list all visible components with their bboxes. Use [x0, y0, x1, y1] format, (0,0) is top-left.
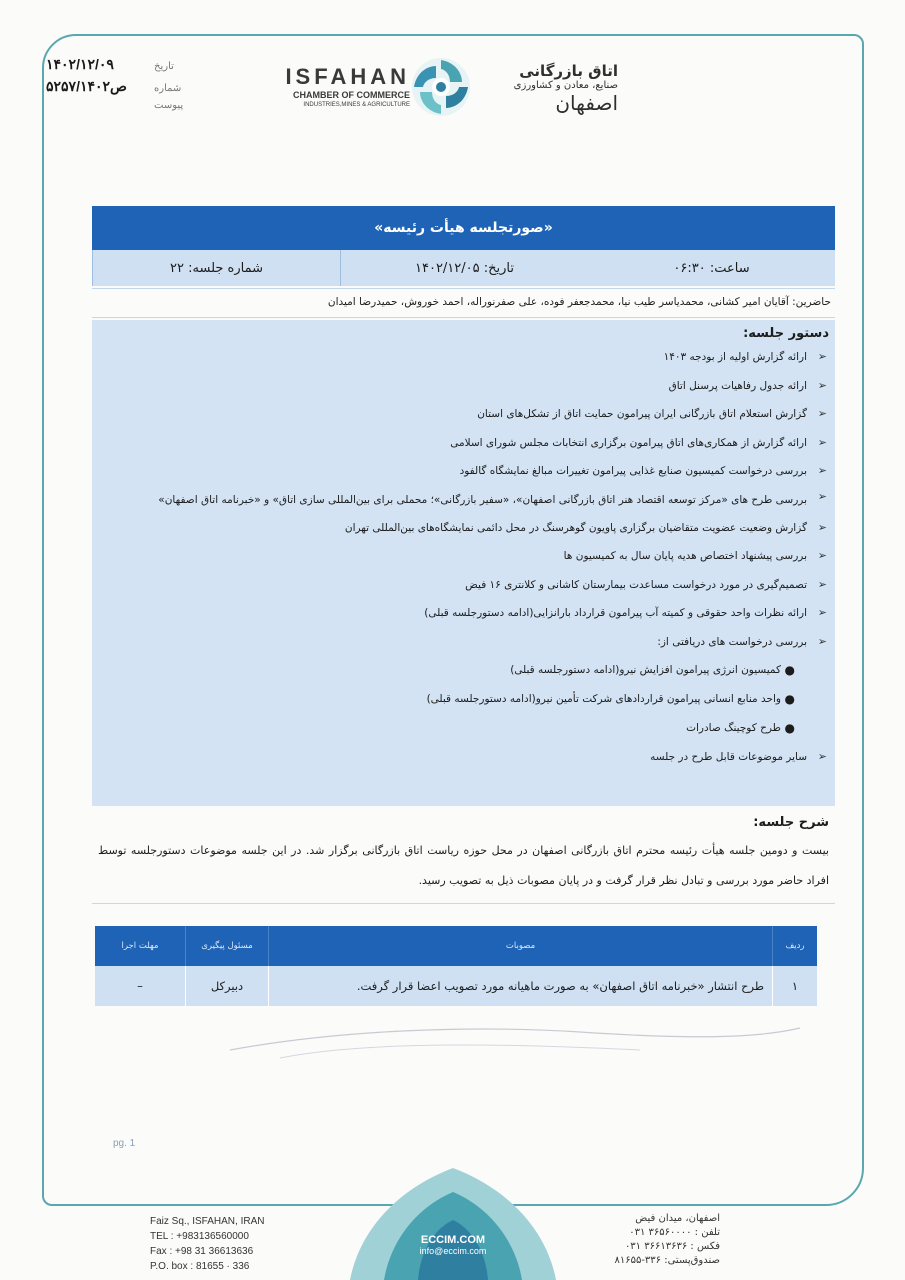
footer-web	[380, 1214, 526, 1280]
ref-number-label: شماره	[154, 83, 182, 94]
arrow-bullet-icon: ➢	[817, 407, 827, 420]
dot-bullet-icon: ●	[784, 663, 795, 677]
agenda-item: ➢ سایر موضوعات قابل طرح در جلسه	[98, 743, 829, 772]
footer-address-fa: اصفهان، میدان فیض	[635, 1213, 720, 1224]
agenda-item: ➢ گزارش استعلام اتاق بازرگانی ایران پیرامون حمایت اتاق از تشکل‌های استان	[98, 400, 829, 429]
logo-fa-2: صنایع، معادن و کشاورزی	[513, 80, 618, 91]
agenda-item: ➢ ارائه گزارش از همکاری‌های اتاق پیرامون برگزاری انتخابات مجلس شورای اسلامی	[98, 429, 829, 458]
ref-date-value: ۱۴۰۲/۱۲/۰۹	[46, 56, 114, 72]
arrow-bullet-icon: ➢	[817, 520, 827, 534]
page-number: pg. 1	[113, 1138, 136, 1149]
attendees-line: حاضرین: آقایان امیر کشانی، محمدیاسر طیب نیا، محمدجعفر فوده، علی صفرنوراله، احمد خوروش، حمیدرضا امیدان	[92, 288, 835, 318]
description-section	[92, 810, 835, 904]
agenda-item: ➢ تصمیم‌گیری در مورد درخواست مساعدت بیمارستان کاشانی و کلانتری ۱۶ فیض	[98, 571, 829, 600]
footer-fax-en: Fax : +98 31 36613636	[150, 1246, 254, 1257]
cell-resolution: طرح انتشار «خبرنامه اتاق اصفهان» به صورت ماهیانه مورد تصویب اعضا قرار گرفت.	[269, 966, 773, 1006]
arrow-bullet-icon: ➢	[817, 750, 827, 763]
footer-email: info@eccim.com	[419, 1246, 487, 1256]
agenda-item: ➢ ارائه نظرات واحد حقوقی و کمیته آب پیرامون قرارداد بارانزایی(ادامه دستورجلسه قبلی)	[98, 599, 829, 628]
dot-bullet-icon: ●	[784, 692, 795, 706]
footer-po-en: P.O. box : 81655 · 336	[150, 1261, 250, 1272]
description-text: بیست و دومین جلسه هیأت رئیسه محترم اتاق بازرگانی اصفهان در محل حوزه ریاست اتاق بازرگانی برگزار شد. در این جلسه موضوعات دستورجلسه توسط افراد حاضر مورد بررسی و تبادل نظر قرار گرفت و در پایان مصوبات ذیل به تصویب رسید.	[98, 844, 829, 887]
col-deadline-header: مهلت اجرا	[95, 926, 186, 966]
logo-persian-name	[478, 62, 618, 115]
agenda-item: ➢ ارائه جدول رفاهیات پرسنل اتاق	[98, 372, 829, 401]
col-responsible-header: مسئول پیگیری	[186, 926, 269, 966]
cell-deadline: –	[95, 966, 186, 1006]
agenda-item: ➢ بررسی پیشنهاد اختصاص هدیه پایان سال به کمیسیون ها	[98, 542, 829, 571]
agenda-heading: دستور جلسه:	[743, 326, 829, 341]
arrow-bullet-icon: ➢	[817, 378, 827, 392]
logo-en-sub: CHAMBER OF COMMERCE	[293, 90, 410, 100]
document-title: «صورتجلسه هیأت رئیسه»	[92, 206, 835, 250]
logo-fa-1: اتاق بازرگانی	[519, 62, 618, 80]
agenda-item: ➢ ارائه گزارش اولیه از بودجه ۱۴۰۳	[98, 343, 829, 372]
footer-english-contact	[150, 1214, 264, 1274]
arrow-bullet-icon: ➢	[817, 489, 827, 503]
logo-english-name	[278, 64, 410, 108]
agenda-item: ➢ بررسی درخواست های دریافتی از:	[98, 628, 829, 657]
table-row	[95, 966, 817, 1006]
footer-tel-en: TEL : +983136560000	[150, 1231, 249, 1242]
session-date: تاریخ: ۱۴۰۲/۱۲/۰۵	[340, 250, 588, 286]
dot-bullet-icon: ●	[784, 721, 795, 735]
resolutions-table	[95, 926, 817, 1006]
col-row-header: ردیف	[773, 926, 818, 966]
arrow-bullet-icon: ➢	[817, 606, 827, 619]
footer-fax-fa: فکس : ۳۶۶۱۳۶۳۶ ۰۳۱	[624, 1241, 720, 1252]
arrow-bullet-icon: ➢	[817, 577, 827, 591]
footer-site: ECCIM.COM	[420, 1234, 486, 1246]
chamber-emblem-icon	[410, 56, 472, 118]
logo-fa-3: اصفهان	[555, 91, 618, 115]
cell-responsible: دبیرکل	[186, 966, 269, 1006]
ref-date-label: تاریخ	[154, 61, 174, 72]
signature-scribbles	[220, 1010, 810, 1070]
agenda-section	[92, 320, 835, 806]
footer-address-en: Faiz Sq., ISFAHAN, IRAN	[150, 1216, 265, 1227]
reference-box	[46, 56, 206, 122]
agenda-sub-item: ● واحد منابع انسانی پیرامون قراردادهای شرکت تأمین نیرو(ادامه دستورجلسه قبلی)	[98, 685, 829, 714]
session-number: شماره جلسه: ۲۲	[92, 250, 340, 286]
arrow-bullet-icon: ➢	[817, 549, 827, 562]
footer-persian-contact	[600, 1212, 720, 1268]
ref-attach-label: پیوست	[154, 100, 184, 111]
agenda-sub-item: ● طرح کوچینگ صادرات	[98, 714, 829, 743]
arrow-bullet-icon: ➢	[817, 464, 827, 477]
description-heading: شرح جلسه:	[753, 815, 829, 830]
agenda-item: ➢ گزارش وضعیت عضویت متقاضیان برگزاری پاویون گوهرسنگ در محل دائمی نمایشگاه‌های بین‌المللی تهران	[98, 514, 829, 543]
arrow-bullet-icon: ➢	[817, 435, 827, 449]
agenda-item: ➢ بررسی طرح های «مرکز توسعه اقتصاد هنر اتاق بازرگانی اصفهان»، «سفیر بازرگانی»؛ محملی برای بین‌المللی سازی اتاق» و «خبرنامه اتاق اصفهان»	[98, 486, 829, 514]
logo-en-small: INDUSTRIES,MINES & AGRICULTURE	[303, 102, 410, 108]
chamber-logo	[278, 52, 618, 124]
arrow-bullet-icon: ➢	[817, 634, 827, 648]
arrow-bullet-icon: ➢	[817, 350, 827, 363]
footer-po-fa: صندوق‌پستی: ۳۳۶-۸۱۶۵۵	[614, 1255, 720, 1266]
agenda-item: ➢ بررسی درخواست کمیسیون صنایع غذایی پیرامون تغییرات مبالغ نمایشگاه گالفود	[98, 457, 829, 486]
table-header-row	[95, 926, 817, 966]
ref-number-value: ۵۲۵۷/ص۱۴۰۲	[46, 78, 127, 94]
agenda-sub-item: ● کمیسیون انرژی پیرامون افزایش نیرو(ادامه دستورجلسه قبلی)	[98, 656, 829, 685]
footer-tel-fa: تلفن : ۳۶۵۶۰۰۰۰ ۰۳۱	[629, 1227, 720, 1238]
session-info-row	[92, 250, 835, 286]
logo-en-main: ISFAHAN	[285, 64, 410, 89]
col-resolution-header: مصوبات	[269, 926, 773, 966]
session-time: ساعت: ۰۶:۳۰	[673, 260, 750, 276]
cell-row-number: ۱	[773, 966, 818, 1006]
